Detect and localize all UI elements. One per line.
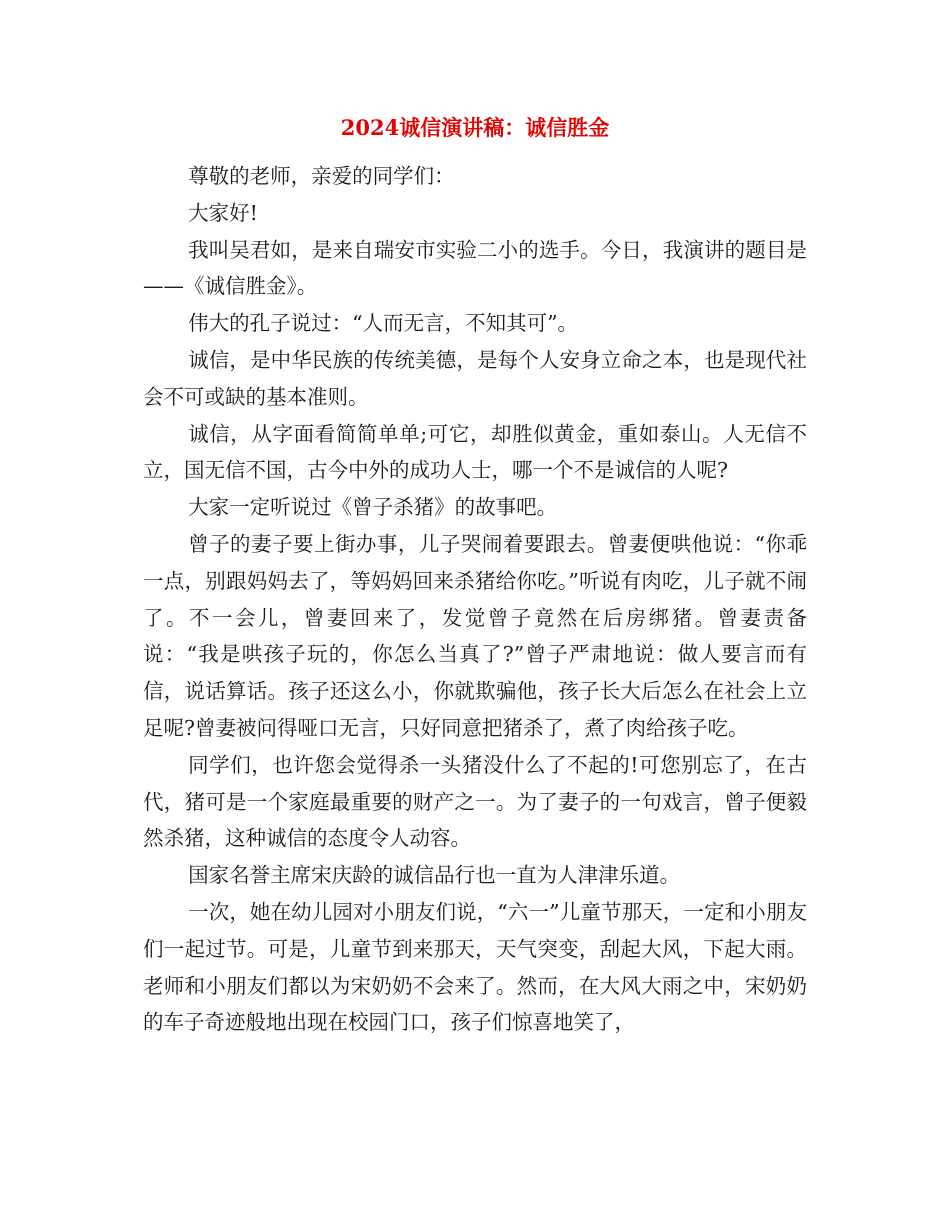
confucius-quote-paragraph: 伟大的孔子说过：“人而无言，不知其可”。 — [188, 311, 579, 336]
greeting-paragraph: 大家好! — [188, 200, 258, 225]
integrity-value-paragraph: 诚信，从字面看简简单单;可它，却胜似黄金，重如泰山。人无信不立，国无信不国，古今中外的成功人士，哪一个不是诚信的人呢? — [143, 421, 807, 483]
childrens-day-story-paragraph: 一次，她在幼儿园对小朋友们说，“六一”儿童节那天，一定和小朋友们一起过节。可是，儿童节到来那天，天气突变，刮起大风，下起大雨。老师和小朋友们都以为宋奶奶不会来了。然而，在大风大雨之中，宋奶奶的车子奇迹般地出现在校园门口，孩子们惊喜地笑了， — [143, 899, 807, 1035]
salutation-paragraph: 尊敬的老师，亲爱的同学们： — [188, 164, 455, 188]
soong-chingling-intro-paragraph: 国家名誉主席宋庆龄的诚信品行也一直为人津津乐道。 — [188, 863, 681, 888]
document-body — [143, 158, 807, 1041]
self-intro-paragraph: 我叫吴君如，是来自瑞安市实验二小的选手。今日，我演讲的题目是——《诚信胜金》。 — [143, 237, 807, 299]
integrity-definition-paragraph: 诚信，是中华民族的传统美德，是每个人安身立命之本，也是现代社会不可或缺的基本准则。 — [143, 347, 807, 409]
document-title: 2024诚信演讲稿：诚信胜金 — [340, 115, 610, 140]
zengzi-story-paragraph: 曾子的妻子要上街办事，儿子哭闹着要跟去。曾妻便哄他说：“你乖一点，别跟妈妈去了，等妈妈回来杀猪给你吃。”听说有肉吃，儿子就不闹了。不一会儿，曾妻回来了，发觉曾子竟然在后房绑猪。曾妻责备说：“我是哄孩子玩的，你怎么当真了?”曾子严肃地说：做人要言而有信，说话算话。孩子还这么小，你就欺骗他，孩子长大后怎么在社会上立足呢?曾妻被问得哑口无言，只好同意把猪杀了，煮了肉给孩子吃。 — [143, 531, 807, 740]
story-intro-paragraph: 大家一定听说过《曾子杀猪》的故事吧。 — [188, 495, 558, 520]
story-reflection-paragraph: 同学们，也许您会觉得杀一头猪没什么了不起的!可您别忘了，在古代，猪可是一个家庭最重要的财产之一。为了妻子的一句戏言，曾子便毅然杀猪，这种诚信的态度令人动容。 — [143, 752, 807, 851]
